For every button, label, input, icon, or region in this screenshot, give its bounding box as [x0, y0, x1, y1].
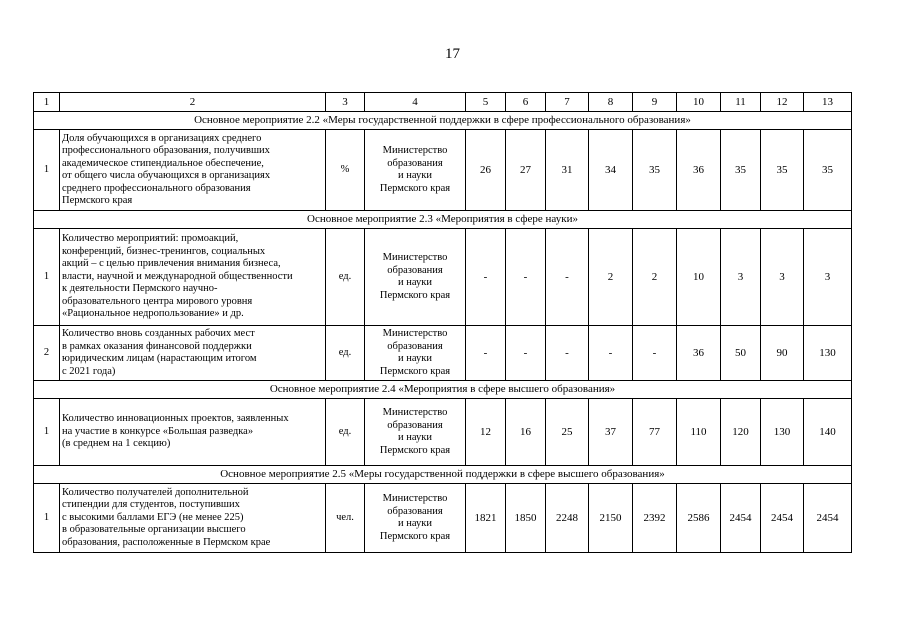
column-number: 11: [721, 93, 761, 112]
value-cell: 26: [466, 130, 506, 211]
value-cell: 37: [589, 399, 633, 466]
value-cell: -: [589, 326, 633, 381]
column-number: 12: [761, 93, 804, 112]
column-number: 10: [677, 93, 721, 112]
unit: ед.: [326, 229, 365, 326]
row-number: 1: [34, 130, 60, 211]
value-cell: 2586: [677, 484, 721, 553]
value-cell: -: [506, 229, 546, 326]
page-number: 17: [445, 46, 460, 62]
section-title: Основное мероприятие 2.3 «Мероприятия в сфере науки»: [34, 211, 852, 229]
column-number: 6: [506, 93, 546, 112]
value-cell: 27: [506, 130, 546, 211]
column-number: 7: [546, 93, 589, 112]
value-cell: 77: [633, 399, 677, 466]
table-row: [34, 399, 852, 466]
value-cell: -: [633, 326, 677, 381]
column-number: 9: [633, 93, 677, 112]
responsible: Министерство образования и науки Пермского края: [365, 130, 466, 211]
responsible: Министерство образования и науки Пермского края: [365, 326, 466, 381]
value-cell: -: [466, 229, 506, 326]
value-cell: 2: [633, 229, 677, 326]
indicator-name: Доля обучающихся в организациях среднего профессионального образования, получивших академическое стипендиальное обеспечение, от общего числа обучающихся в организациях среднего профессионального образования Пермского края: [60, 130, 326, 211]
value-cell: -: [546, 229, 589, 326]
value-cell: 2454: [804, 484, 852, 553]
section-header-row: [34, 381, 852, 399]
value-cell: 50: [721, 326, 761, 381]
section-header-row: [34, 112, 852, 130]
column-number-row: [34, 93, 852, 112]
responsible: Министерство образования и науки Пермского края: [365, 229, 466, 326]
table-row: [34, 229, 852, 326]
row-number: 1: [34, 229, 60, 326]
value-cell: 2454: [761, 484, 804, 553]
value-cell: 3: [761, 229, 804, 326]
value-cell: 12: [466, 399, 506, 466]
column-number: 2: [60, 93, 326, 112]
section-title: Основное мероприятие 2.5 «Меры государственной поддержки в сфере высшего образования»: [34, 466, 852, 484]
responsible: Министерство образования и науки Пермского края: [365, 484, 466, 553]
column-number: 1: [34, 93, 60, 112]
row-number: 1: [34, 399, 60, 466]
value-cell: 35: [721, 130, 761, 211]
value-cell: 2150: [589, 484, 633, 553]
row-number: 1: [34, 484, 60, 553]
section-header-row: [34, 211, 852, 229]
section-header-row: [34, 466, 852, 484]
value-cell: 10: [677, 229, 721, 326]
table-row: [34, 326, 852, 381]
indicators-table: [33, 92, 852, 553]
value-cell: -: [506, 326, 546, 381]
value-cell: 34: [589, 130, 633, 211]
row-number: 2: [34, 326, 60, 381]
value-cell: 31: [546, 130, 589, 211]
value-cell: 36: [677, 326, 721, 381]
value-cell: 35: [633, 130, 677, 211]
unit: ед.: [326, 326, 365, 381]
value-cell: 16: [506, 399, 546, 466]
value-cell: 2392: [633, 484, 677, 553]
value-cell: 35: [804, 130, 852, 211]
value-cell: 35: [761, 130, 804, 211]
value-cell: 1821: [466, 484, 506, 553]
indicator-name: Количество получателей дополнительной стипендии для студентов, поступивших с высокими баллами ЕГЭ (не менее 225) в образовательные организации высшего образования, расположенные в Пермском крае: [60, 484, 326, 553]
section-title: Основное мероприятие 2.2 «Меры государственной поддержки в сфере профессионального образования»: [34, 112, 852, 130]
value-cell: 1850: [506, 484, 546, 553]
column-number: 8: [589, 93, 633, 112]
section-title: Основное мероприятие 2.4 «Мероприятия в сфере высшего образования»: [34, 381, 852, 399]
value-cell: 2248: [546, 484, 589, 553]
value-cell: 130: [804, 326, 852, 381]
column-number: 5: [466, 93, 506, 112]
value-cell: 120: [721, 399, 761, 466]
responsible: Министерство образования и науки Пермского края: [365, 399, 466, 466]
table-row: [34, 130, 852, 211]
column-number: 3: [326, 93, 365, 112]
indicator-name: Количество вновь созданных рабочих мест в рамках оказания финансовой поддержки юридическим лицам (нарастающим итогом с 2021 года): [60, 326, 326, 381]
unit: чел.: [326, 484, 365, 553]
value-cell: -: [466, 326, 506, 381]
value-cell: 25: [546, 399, 589, 466]
value-cell: 2: [589, 229, 633, 326]
value-cell: 110: [677, 399, 721, 466]
value-cell: 3: [804, 229, 852, 326]
value-cell: 140: [804, 399, 852, 466]
table-row: [34, 484, 852, 553]
value-cell: -: [546, 326, 589, 381]
unit: %: [326, 130, 365, 211]
value-cell: 3: [721, 229, 761, 326]
unit: ед.: [326, 399, 365, 466]
column-number: 13: [804, 93, 852, 112]
value-cell: 130: [761, 399, 804, 466]
column-number: 4: [365, 93, 466, 112]
indicator-name: Количество мероприятий: промоакций, конференций, бизнес-тренингов, социальных акций – с целью привлечения внимания бизнеса, власти, научной и международной общественности к деятельности Пермского научно- образовательного центра мирового уровня «Рациональное недропользование» и др.: [60, 229, 326, 326]
value-cell: 90: [761, 326, 804, 381]
indicator-name: Количество инновационных проектов, заявленных на участие в конкурсе «Большая разведка» (в среднем на 1 секцию): [60, 399, 326, 466]
value-cell: 36: [677, 130, 721, 211]
value-cell: 2454: [721, 484, 761, 553]
